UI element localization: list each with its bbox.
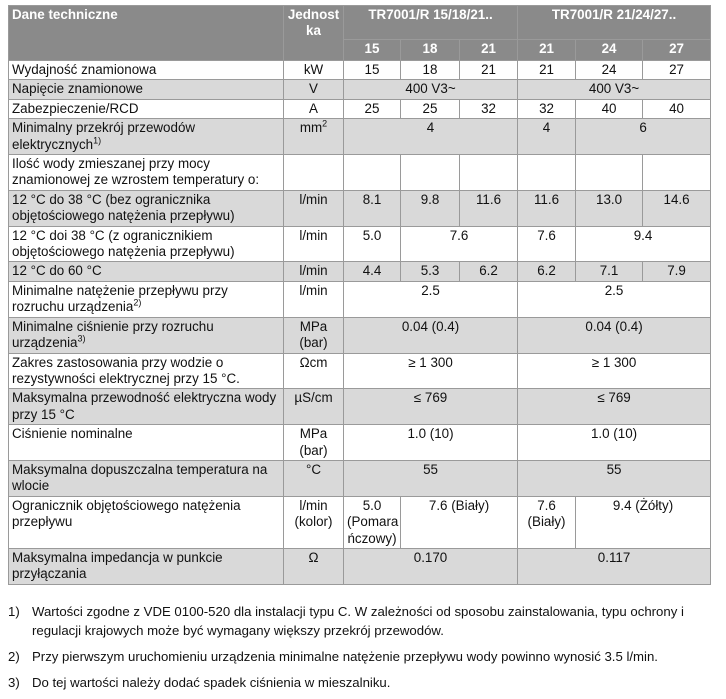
row-value: 7.6 [518,226,576,262]
row-value: 24 [576,61,643,80]
table-row [9,389,711,425]
row-value: 5.0 (Pomara ńczowy) [344,496,401,548]
row-value: 9.4 [576,226,711,262]
row-value: 8.1 [344,190,401,226]
footnote-ref: 3) [77,333,86,344]
row-value: ≤ 769 [344,389,518,425]
footnote-text: Przy pierwszym uruchomieniu urządzenia minimalne natężenie przepływu wody powinno wynosić 3.5 l/min. [32,649,658,664]
row-value: 7.6 (Biały) [401,496,518,548]
row-value: 9.4 (Żółty) [576,496,711,548]
header-model: 21 [460,40,518,61]
row-value: 18 [401,61,460,80]
row-label: Ilość wody zmieszanej przy mocy znamionowej ze wzrostem temperatury o: [9,155,284,191]
row-value [518,155,576,191]
row-unit-text: mm [299,120,323,136]
row-value: 6.2 [460,262,518,281]
row-value: 6 [576,119,711,155]
header-model: 15 [344,40,401,61]
row-value: ≥ 1 300 [518,353,711,389]
footnote-number: 1) [8,604,20,619]
row-value: 2.5 [344,281,518,317]
row-label [9,317,284,353]
footnote-ref: 2) [133,297,142,308]
row-value: 400 V3~ [518,80,711,99]
row-value: 21 [518,61,576,80]
row-label-text: Minimalne ciśnienie przy rozruchu urządzenia [12,318,214,351]
row-label [9,281,284,317]
row-unit: l/min [284,281,344,317]
row-unit: MPa (bar) [284,317,344,353]
row-value: 55 [344,460,518,496]
spec-table [8,5,711,585]
row-value: 11.6 [518,190,576,226]
table-row [9,226,711,262]
row-value: 55 [518,460,711,496]
row-label-text: Minimalny przekrój przewodów elektrycznych [12,120,196,152]
row-label: Maksymalna dopuszczalna temperatura na wlocie [9,460,284,496]
row-unit: l/min [284,262,344,281]
header-model: 27 [643,40,711,61]
row-value: 27 [643,61,711,80]
row-value: 7.1 [576,262,643,281]
row-value [344,155,401,191]
table-row [9,317,711,353]
row-unit: µS/cm [284,389,344,425]
row-value: 25 [344,99,401,118]
row-value: 0.170 [344,548,518,584]
header-unit: Jednost ka [284,6,344,61]
row-label: 12 °C do 60 °C [9,262,284,281]
footnote-text: Do tej wartości należy dodać spadek ciśnienia w mieszalniku. [32,675,391,690]
row-value: 4 [518,119,576,155]
row-unit: l/min (kolor) [284,496,344,548]
row-unit: MPa (bar) [284,425,344,461]
table-row [9,353,711,389]
row-value: 1.0 (10) [344,425,518,461]
footnote [8,673,713,692]
row-value: 1.0 (10) [518,425,711,461]
row-value: 9.8 [401,190,460,226]
row-unit: l/min [284,226,344,262]
row-label: Zakres zastosowania przy wodzie o rezystywności elektrycznej przy 15 °C. [9,353,284,389]
table-row [9,281,711,317]
row-value: 7.6 (Biały) [518,496,576,548]
row-unit: Ω [284,548,344,584]
row-value: 32 [518,99,576,118]
row-value: 13.0 [576,190,643,226]
row-value: 11.6 [460,190,518,226]
header-model: 24 [576,40,643,61]
row-value: 25 [401,99,460,118]
row-value: 15 [344,61,401,80]
row-value [401,155,460,191]
row-label: Ogranicznik objętościowego natężenia przepływu [9,496,284,548]
footnote [8,602,713,640]
table-row [9,262,711,281]
row-value: 2.5 [518,281,711,317]
row-value: 14.6 [643,190,711,226]
row-value: 6.2 [518,262,576,281]
row-label: Napięcie znamionowe [9,80,284,99]
footnotes [8,602,713,699]
row-label: Wydajność znamionowa [9,61,284,80]
footnote [8,647,713,666]
row-value: 0.04 (0.4) [518,317,711,353]
table-row [9,155,711,191]
row-value: 7.6 [401,226,518,262]
table-row [9,496,711,548]
row-value: ≤ 769 [518,389,711,425]
header-model: 18 [401,40,460,61]
footnote-ref: 1) [93,135,102,146]
row-value [576,155,643,191]
table-row [9,99,711,118]
row-unit [284,119,344,155]
header-group-right: TR7001/R 21/24/27.. [518,6,711,40]
table-row [9,61,711,80]
row-value: 0.04 (0.4) [344,317,518,353]
footnote-text: Wartości zgodne z VDE 0100-520 dla instalacji typu C. W zależności od sposobu zainstalowania, typu ochrony i regulacji krajowych może być wymagany większy przekrój przewodów. [32,604,684,638]
row-unit: °C [284,460,344,496]
row-value: 400 V3~ [344,80,518,99]
row-value: 7.9 [643,262,711,281]
row-value: 4 [344,119,518,155]
row-value [643,155,711,191]
table-row [9,548,711,584]
header-label: Dane techniczne [9,6,284,61]
row-value [460,155,518,191]
row-unit: Ωcm [284,353,344,389]
table-row [9,425,711,461]
row-value: 5.3 [401,262,460,281]
row-unit: kW [284,61,344,80]
table-row [9,190,711,226]
header-group-left: TR7001/R 15/18/21.. [344,6,518,40]
row-unit: A [284,99,344,118]
row-label: Zabezpieczenie/RCD [9,99,284,118]
row-unit [284,155,344,191]
row-label [9,119,284,155]
table-row [9,80,711,99]
row-value: 0.117 [518,548,711,584]
row-label: Maksymalna impedancja w punkcie przyłączania [9,548,284,584]
row-label: 12 °C do 38 °C (bez ogranicznika objętościowego natężenia przepływu) [9,190,284,226]
row-label: 12 °C doi 38 °C (z ogranicznikiem objętościowego natężenia przepływu) [9,226,284,262]
row-value: 5.0 [344,226,401,262]
row-unit: l/min [284,190,344,226]
row-value: 40 [576,99,643,118]
row-value: 4.4 [344,262,401,281]
header-model: 21 [518,40,576,61]
table-row [9,460,711,496]
row-unit: V [284,80,344,99]
table-row [9,119,711,155]
row-value: 21 [460,61,518,80]
footnote-number: 2) [8,649,20,664]
footnote-number: 3) [8,675,20,690]
row-label: Maksymalna przewodność elektryczna wody przy 15 °C [9,389,284,425]
row-value: 32 [460,99,518,118]
row-value: ≥ 1 300 [344,353,518,389]
unit-exponent: 2 [322,118,328,129]
row-label: Ciśnienie nominalne [9,425,284,461]
row-value: 40 [643,99,711,118]
row-label-text: Minimalne natężenie przepływu przy rozruchu urządzenia [12,282,228,315]
